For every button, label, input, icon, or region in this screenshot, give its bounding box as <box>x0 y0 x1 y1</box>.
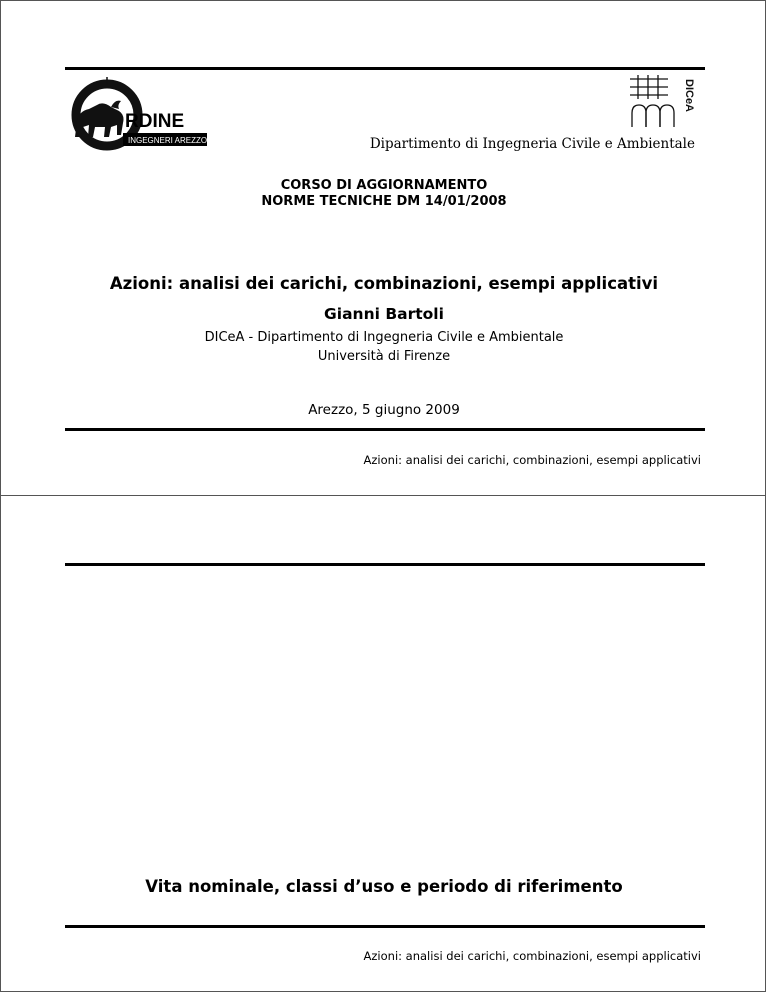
slide-2 <box>0 495 766 992</box>
course-line-1: CORSO DI AGGIORNAMENTO <box>280 178 488 193</box>
svg-text:DICeA: DICeA <box>683 79 695 113</box>
affiliation-line-2: Università di Firenze <box>317 349 451 364</box>
bottom-rule <box>65 428 705 431</box>
svg-text:RDINE: RDINE <box>125 111 185 132</box>
affiliation <box>1 328 767 366</box>
author-name: Gianni Bartoli <box>324 305 444 323</box>
bottom-rule <box>65 925 705 928</box>
course-line-2: NORME TECNICHE DM 14/01/2008 <box>261 194 507 209</box>
course-heading <box>1 178 767 210</box>
ordine-ingegneri-logo <box>67 77 209 153</box>
top-rule <box>65 563 705 566</box>
slide-footer: Azioni: analisi dei carichi, combinazioni, esempi applicativi <box>363 453 701 467</box>
affiliation-line-1: DICeA - Dipartimento di Ingegneria Civile e Ambientale <box>204 330 564 345</box>
top-rule <box>65 67 705 70</box>
place-date: Arezzo, 5 giugno 2009 <box>308 402 460 418</box>
svg-text:INGEGNERI AREZZO: INGEGNERI AREZZO <box>128 136 208 145</box>
section-title: Vita nominale, classi d’uso e periodo di riferimento <box>145 877 623 896</box>
presentation-title: Azioni: analisi dei carichi, combinazioni, esempi applicativi <box>109 274 659 293</box>
slide-1 <box>0 0 766 496</box>
dicea-logo <box>628 73 695 131</box>
slide-footer: Azioni: analisi dei carichi, combinazioni, esempi applicativi <box>363 949 701 963</box>
department-heading: Dipartimento di Ingegneria Civile e Ambientale <box>369 136 695 152</box>
